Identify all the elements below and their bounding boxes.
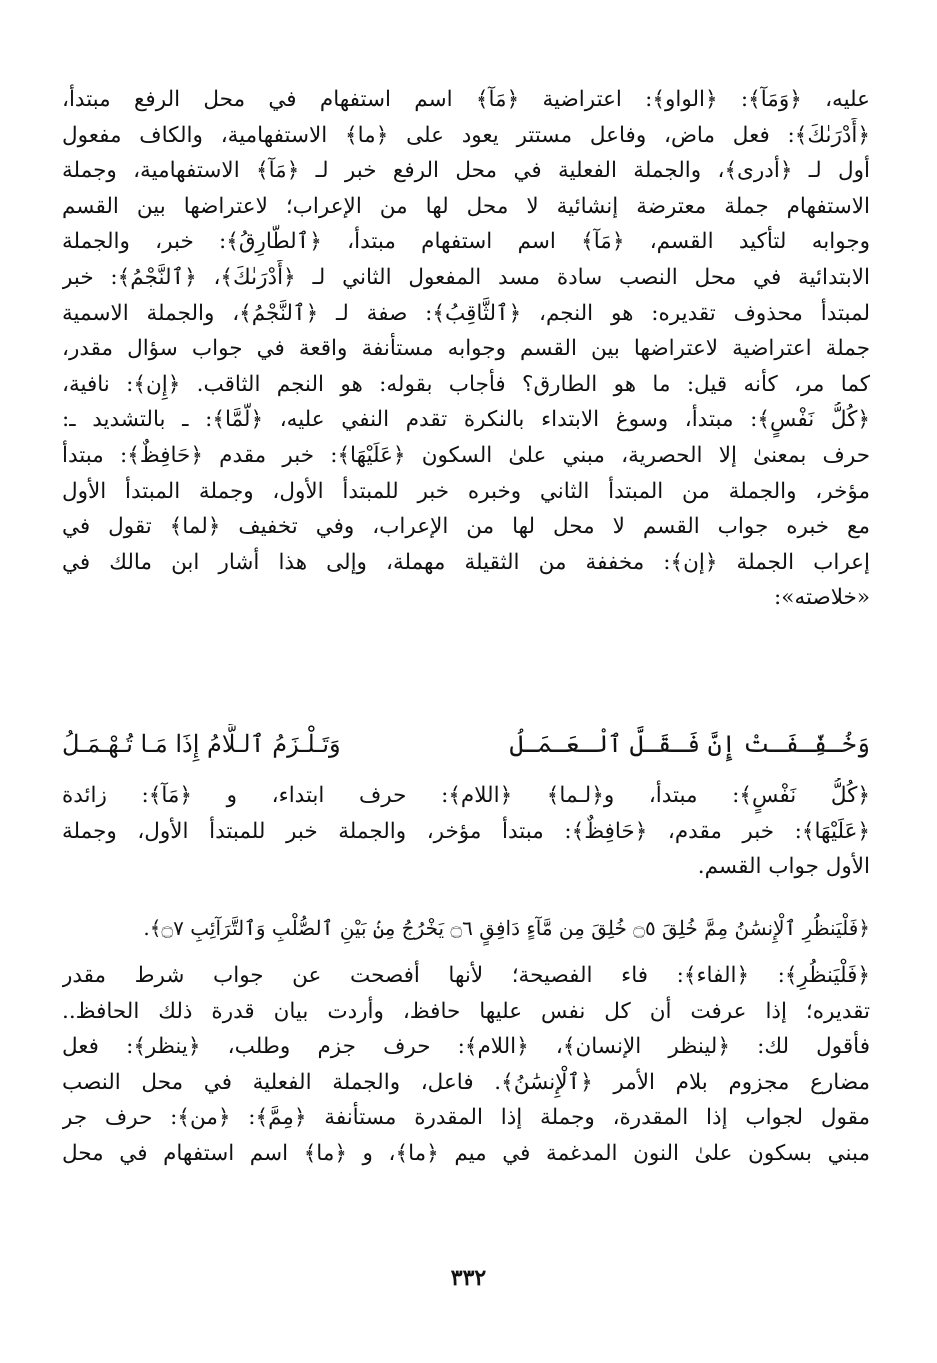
text-line: أول لـ ﴿أدرى﴾، والجملة الفعلية في محل الرفع خبر لـ ﴿مَآ﴾ الاستفهامية، وجملة bbox=[62, 158, 870, 184]
text-line: ﴿عَلَيْهَا﴾: خبر مقدم، ﴿حَافِظٌ﴾: مبتدأ مؤخر، والجملة خبر للمبتدأ الأول، وجملة bbox=[62, 818, 870, 844]
text-line: تقديره؛ إذا عرفت أن كل نفس عليها حافظ، وأردت بيان قدرة ذلك الحافظ.. bbox=[62, 998, 870, 1024]
text-line: ﴿كُلُّ نَفْسٍ﴾: مبتدأ، و﴿لـما﴾ ﴿اللام﴾: حرف ابتداء، و ﴿مَآ﴾: زائدة bbox=[62, 783, 870, 808]
text-line: وجوابه لتأكيد القسم، ﴿مَآ﴾ اسم استفهام مبتدأ، ﴿ٱلطَّارِقُ﴾: خبر، والجملة bbox=[62, 229, 870, 255]
text-line: عليه، ﴿وَمَآ﴾: ﴿الواو﴾: اعتراضية ﴿مَآ﴾ اسم استفهام في محل الرفع مبتدأ، bbox=[62, 87, 870, 112]
text-line: ﴿فَلْيَنظُرِ﴾: ﴿الفاء﴾: فاء الفصيحة؛ لأنها أفصحت عن جواب شرط مقدر bbox=[62, 963, 870, 988]
text-line: مع خبره جواب القسم لا محل لها من الإعراب، وفي تخفيف ﴿لما﴾ تقول في bbox=[62, 514, 870, 540]
text-line: مضارع مجزوم بلام الأمر ﴿ٱلْإِنسَٰنُ﴾. فاعل، والجملة الفعلية في محل النصب bbox=[62, 1069, 870, 1095]
commentary-paragraph-3 bbox=[62, 958, 870, 1172]
text-line: كما مر، كأنه قيل: ما هو الطارق؟ فأجاب بقوله: هو النجم الثاقب. ﴿إِن﴾: نافية، bbox=[62, 371, 870, 397]
text-line: مبني بسكون علىٰ النون المدغمة في ميم ﴿ما﴾، و ﴿ما﴾ اسم استفهام في محل bbox=[62, 1140, 870, 1166]
text-line: مقول لجواب إذا المقدرة، وجملة إذا المقدرة مستأنفة ﴿مِمَّ﴾: ﴿من﴾: حرف جر bbox=[62, 1105, 870, 1131]
poetry-first-hemistich: وَخُـفِّـفَـتْ إِنَّ فَـقَـلَّ ٱلْـعَـمَـلُ bbox=[509, 730, 870, 758]
text-line: ﴿كُلُّ نَفْسٍ﴾: مبتدأ، وسوغ الابتداء بالنكرة تقدم النفي عليه، ﴿لَّمَّا﴾: ـ بالتشديد ـ: bbox=[62, 407, 870, 433]
text-line: إعراب الجملة ﴿إن﴾: مخففة من الثقيلة مهملة، وإلى هذا أشار ابن مالك في bbox=[62, 549, 870, 575]
text-line: جملة اعتراضية لاعتراضها بين القسم وجوابه مستأنفة واقعة في جواب سؤال مقدر، bbox=[62, 336, 870, 362]
page-number: ٣٣٢ bbox=[450, 1265, 487, 1291]
text-line: مؤخر، والجملة من المبتدأ الثاني وخبره خبر للمبتدأ الأول، وجملة المبتدأ الأول bbox=[62, 478, 870, 504]
quran-verse: ﴿فَلْيَنظُرِ ٱلْإِنسَٰنُ مِمَّ خُلِقَ ۝٥ خُلِقَ مِن مَّآءٍ دَافِقٍ ۝٦ يَخْرُجُ مِنۢ بَيْنِ ٱلصُّلْبِ وَٱلتَّرَآئِبِ ۝٧﴾. bbox=[143, 916, 870, 940]
text-line: ﴿أَدْرَىٰكَ﴾: فعل ماض، وفاعل مستتر يعود على ﴿ما﴾ الاستفهامية، والكاف مفعول bbox=[62, 122, 870, 148]
text-line: الأول جواب القسم. bbox=[697, 854, 870, 880]
text-line: فأقول لك: ﴿لينظر الإنسان﴾، ﴿اللام﴾: حرف جزم وطلب، ﴿ينظر﴾: فعل bbox=[62, 1034, 870, 1060]
commentary-paragraph-2 bbox=[62, 778, 870, 885]
poetry-verse bbox=[62, 724, 870, 764]
text-line: حرف بمعنىٰ إلا الحصرية، مبني علىٰ السكون ﴿عَلَيْهَا﴾: خبر مقدم ﴿حَافِظٌ﴾: مبتدأ bbox=[62, 442, 870, 468]
text-line: الاستفهام جملة معترضة إنشائية لا محل لها من الإعراب؛ لاعتراضها بين القسم bbox=[62, 193, 870, 219]
text-line: لمبتدأ محذوف تقديره: هو النجم، ﴿ٱلثَّاقِبُ﴾: صفة لـ ﴿ٱلنَّجْمُ﴾، والجملة الاسمية bbox=[62, 300, 870, 326]
commentary-paragraph-1 bbox=[62, 82, 870, 616]
text-line: الابتدائية في محل النصب سادة مسد المفعول الثاني لـ ﴿أَدْرَىٰكَ﴾، ﴿ٱلنَّجْمُ﴾: خبر bbox=[62, 264, 870, 290]
poetry-second-hemistich: وَتَـلْـزَمُ ٱلـلَّامُ إِذَا مَـا تُـهْـمَـلُ bbox=[62, 730, 341, 758]
text-line: «خلاصته»: bbox=[774, 585, 870, 611]
